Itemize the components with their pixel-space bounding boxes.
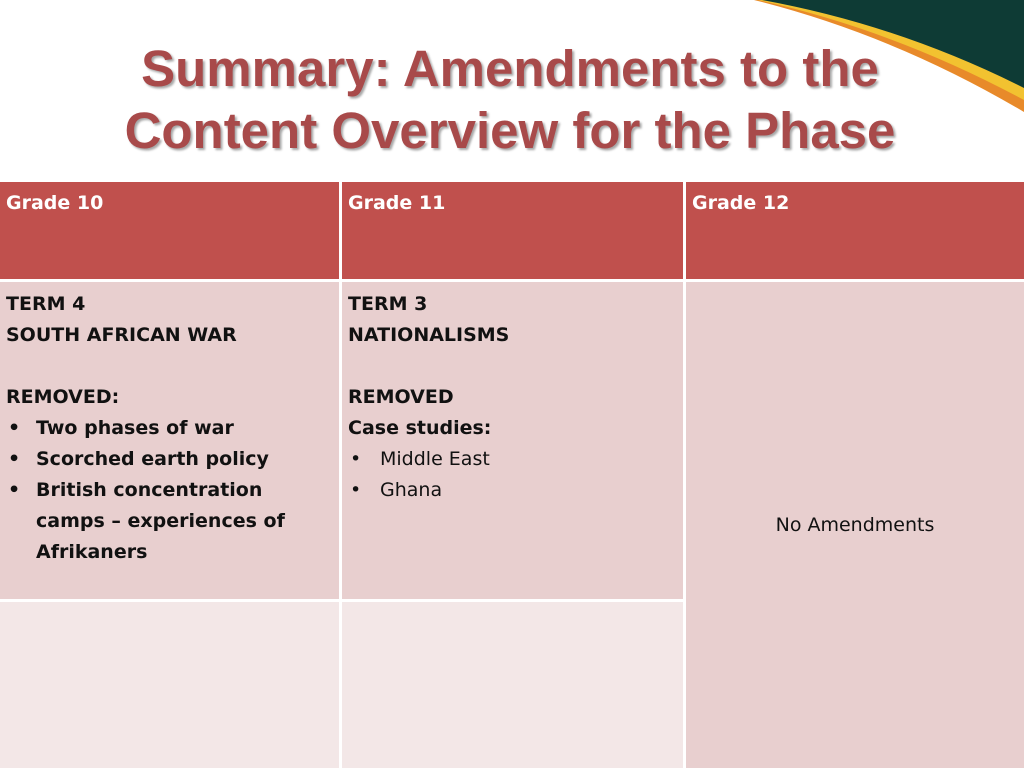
grade-10-topic: SOUTH AFRICAN WAR (6, 324, 237, 346)
grade-10-empty-cell (0, 602, 339, 768)
grade-11-topic: NATIONALISMS (348, 324, 510, 346)
grade-11-removed-label: REMOVED (348, 386, 454, 408)
grade-11-case-label: Case studies: (348, 417, 492, 439)
grade-11-content (342, 282, 683, 599)
amendments-table (0, 182, 1024, 768)
grade-10-removed-list (6, 413, 333, 568)
title-line-2: Content Overview for the Phase (124, 102, 896, 159)
grade-11-empty-cell (342, 602, 683, 768)
grade-10-term: TERM 4 (6, 293, 86, 315)
list-item: • Scorched earth policy (6, 444, 333, 475)
spacer (6, 351, 333, 382)
list-item: • Two phases of war (6, 413, 333, 444)
list-item: • Ghana (348, 475, 677, 506)
title-line-1: Summary: Amendments to the (141, 40, 879, 97)
grade-11-case-list (348, 444, 677, 506)
grade-11-term: TERM 3 (348, 293, 428, 315)
grade-10-content (0, 282, 339, 599)
list-item: • Middle East (348, 444, 677, 475)
list-item: • British concentration camps – experiences of Afrikaners (6, 475, 333, 568)
grade-12-content (686, 282, 1024, 768)
header-grade-12: Grade 12 (686, 182, 1024, 279)
no-amendments-note: No Amendments (775, 513, 935, 536)
grade-10-removed-label: REMOVED: (6, 386, 120, 408)
spacer (348, 351, 677, 382)
header-grade-11: Grade 11 (342, 182, 683, 279)
slide-title (40, 38, 980, 162)
header-grade-10: Grade 10 (0, 182, 339, 279)
